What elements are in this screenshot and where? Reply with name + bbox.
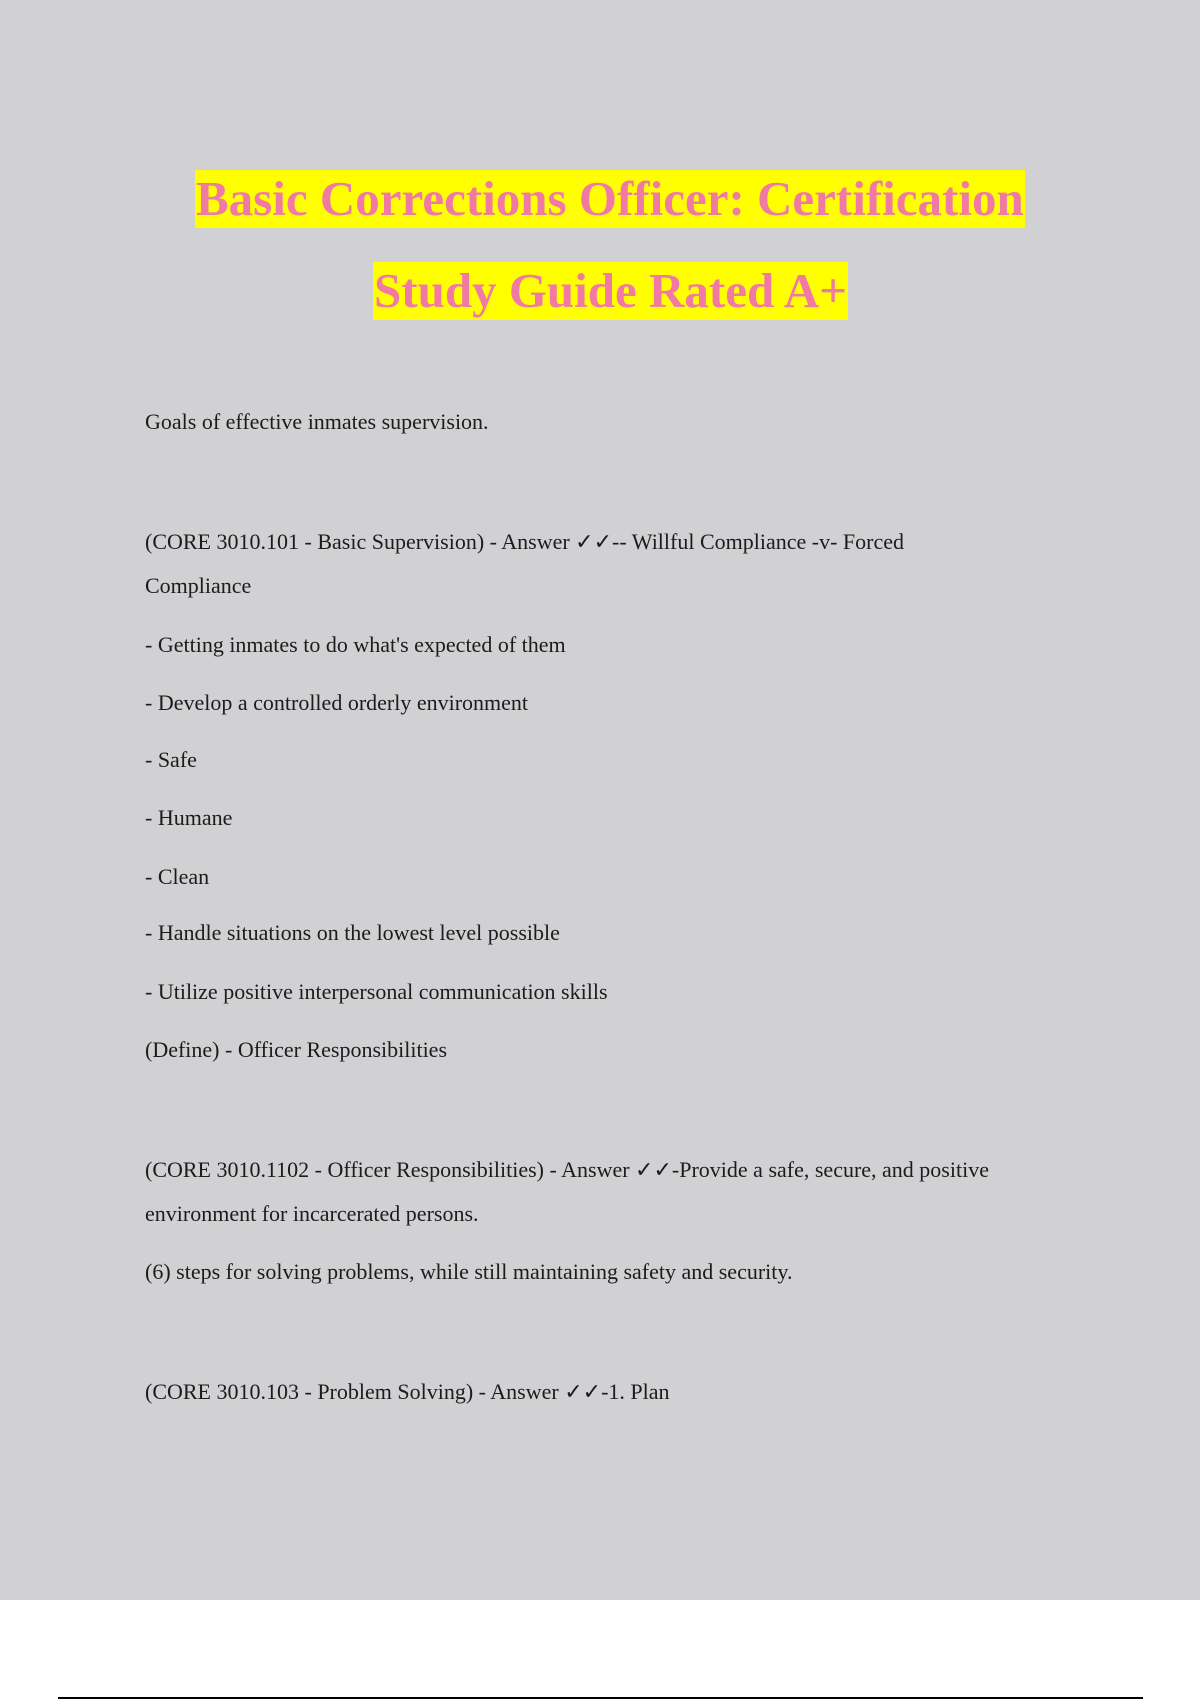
body-line-9: - Utilize positive interpersonal communication skills: [145, 979, 608, 1004]
document-title-line-2: Study Guide Rated A+: [374, 263, 848, 318]
body-line-3: - Getting inmates to do what's expected of them: [145, 632, 566, 657]
body-line-10: (Define) - Officer Responsibilities: [145, 1037, 448, 1062]
body-line-12: environment for incarcerated persons.: [145, 1201, 479, 1226]
body-line-2: Compliance: [145, 573, 252, 598]
body-line-5: - Safe: [145, 747, 197, 772]
document-title-line-1: Basic Corrections Officer: Certification: [196, 171, 1024, 226]
body-line-4: - Develop a controlled orderly environment: [145, 690, 529, 715]
body-line-11: (CORE 3010.1102 - Officer Responsibilities) - Answer ✓✓-Provide a safe, secure, and positive: [145, 1157, 989, 1182]
body-line-6: - Humane: [145, 805, 233, 830]
body-line-0: Goals of effective inmates supervision.: [145, 409, 489, 434]
body-line-8: - Handle situations on the lowest level possible: [145, 920, 560, 945]
body-line-1: (CORE 3010.101 - Basic Supervision) - Answer ✓✓-- Willful Compliance -v- Forced: [145, 529, 905, 554]
bottom-divider: [58, 1697, 1143, 1699]
body-line-14: (CORE 3010.103 - Problem Solving) - Answer ✓✓-1. Plan: [145, 1379, 670, 1404]
body-line-7: - Clean: [145, 864, 210, 889]
body-line-13: (6) steps for solving problems, while still maintaining safety and security.: [145, 1259, 793, 1284]
